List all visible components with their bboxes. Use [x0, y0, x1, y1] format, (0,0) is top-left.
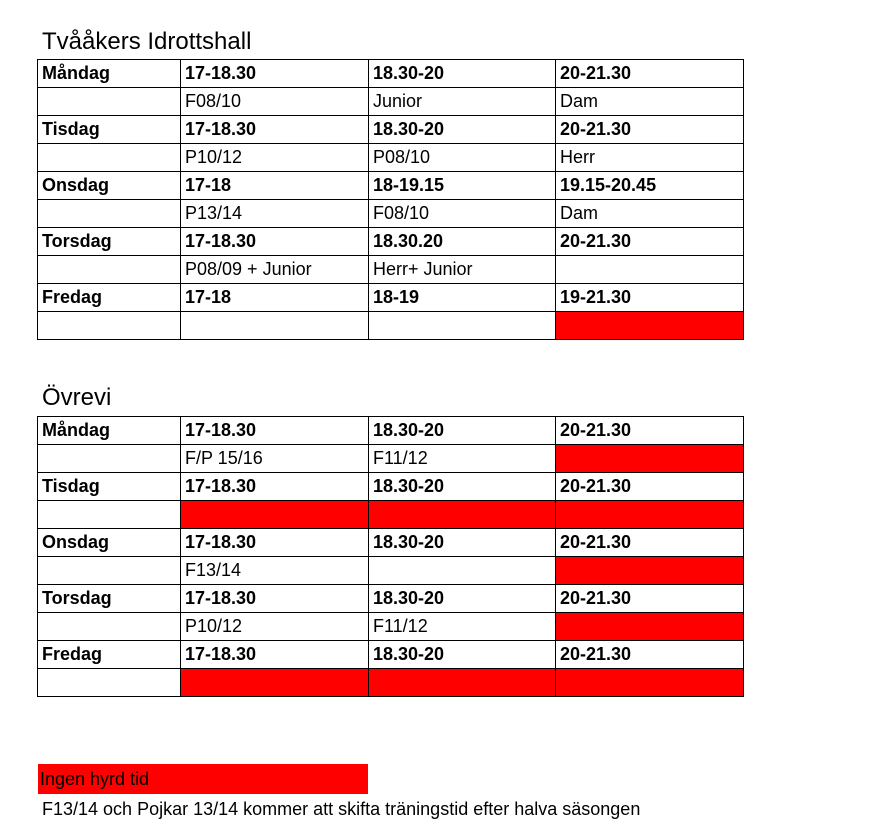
group-row [38, 445, 744, 473]
group-cell: F13/14 [181, 557, 369, 585]
time-cell: 18-19 [369, 284, 556, 312]
empty-cell [38, 445, 181, 473]
schedule-table-ovrevi [37, 416, 744, 697]
day-row [38, 417, 744, 445]
group-cell: Junior [369, 88, 556, 116]
day-cell: Onsdag [38, 172, 181, 200]
schedule-table-tvaakers [37, 59, 744, 340]
time-cell: 20-21.30 [556, 473, 744, 501]
time-cell: 20-21.30 [556, 228, 744, 256]
time-cell: 18.30-20 [369, 473, 556, 501]
group-cell: Herr+ Junior [369, 256, 556, 284]
group-row [38, 312, 744, 340]
no-rented-time-cell [556, 613, 744, 641]
group-row [38, 88, 744, 116]
no-rented-time-cell [556, 312, 744, 340]
group-cell: F08/10 [181, 88, 369, 116]
group-row [38, 557, 744, 585]
group-row [38, 144, 744, 172]
group-cell: Dam [556, 200, 744, 228]
group-cell: F11/12 [369, 613, 556, 641]
no-rented-time-cell [181, 501, 369, 529]
empty-cell [38, 613, 181, 641]
time-cell: 20-21.30 [556, 60, 744, 88]
group-cell: F11/12 [369, 445, 556, 473]
empty-cell [38, 200, 181, 228]
footnote: F13/14 och Pojkar 13/14 kommer att skifta träningstid efter halva säsongen [42, 799, 641, 819]
group-cell [181, 312, 369, 340]
group-cell: Herr [556, 144, 744, 172]
time-cell: 18.30-20 [369, 417, 556, 445]
no-rented-time-cell [181, 669, 369, 697]
time-cell: 18.30-20 [369, 116, 556, 144]
time-cell: 17-18.30 [181, 529, 369, 557]
group-cell: Dam [556, 88, 744, 116]
day-cell: Onsdag [38, 529, 181, 557]
group-cell [369, 557, 556, 585]
section-title-tvaakers: Tvååkers Idrottshall [42, 28, 252, 55]
day-row [38, 641, 744, 669]
time-cell: 17-18 [181, 172, 369, 200]
day-cell: Torsdag [38, 228, 181, 256]
time-cell: 20-21.30 [556, 417, 744, 445]
empty-cell [38, 669, 181, 697]
time-cell: 20-21.30 [556, 529, 744, 557]
time-cell: 17-18.30 [181, 641, 369, 669]
no-rented-time-cell [556, 669, 744, 697]
legend-no-rented-time: Ingen hyrd tid [38, 764, 368, 794]
day-row [38, 284, 744, 312]
empty-cell [38, 88, 181, 116]
time-cell: 20-21.30 [556, 116, 744, 144]
no-rented-time-cell [556, 501, 744, 529]
day-row [38, 529, 744, 557]
no-rented-time-cell [369, 501, 556, 529]
time-cell: 17-18.30 [181, 417, 369, 445]
group-row [38, 669, 744, 697]
group-cell: F/P 15/16 [181, 445, 369, 473]
group-row [38, 613, 744, 641]
day-cell: Fredag [38, 284, 181, 312]
time-cell: 18.30-20 [369, 585, 556, 613]
day-cell: Fredag [38, 641, 181, 669]
day-row [38, 172, 744, 200]
time-cell: 18.30-20 [369, 529, 556, 557]
section-title-ovrevi: Övrevi [42, 384, 112, 411]
time-cell: 17-18.30 [181, 473, 369, 501]
time-cell: 20-21.30 [556, 585, 744, 613]
no-rented-time-cell [556, 557, 744, 585]
time-cell: 20-21.30 [556, 641, 744, 669]
group-cell: F08/10 [369, 200, 556, 228]
time-cell: 19-21.30 [556, 284, 744, 312]
group-cell: P13/14 [181, 200, 369, 228]
day-cell: Torsdag [38, 585, 181, 613]
day-row [38, 228, 744, 256]
empty-cell [38, 256, 181, 284]
day-cell: Tisdag [38, 473, 181, 501]
group-row [38, 256, 744, 284]
time-cell: 17-18.30 [181, 116, 369, 144]
day-cell: Tisdag [38, 116, 181, 144]
time-cell: 18.30.20 [369, 228, 556, 256]
time-cell: 17-18.30 [181, 60, 369, 88]
group-row [38, 200, 744, 228]
empty-cell [38, 501, 181, 529]
empty-cell [38, 312, 181, 340]
day-row [38, 60, 744, 88]
time-cell: 18.30-20 [369, 60, 556, 88]
group-row [38, 501, 744, 529]
time-cell: 17-18 [181, 284, 369, 312]
day-row [38, 585, 744, 613]
time-cell: 17-18.30 [181, 228, 369, 256]
time-cell: 19.15-20.45 [556, 172, 744, 200]
day-cell: Måndag [38, 60, 181, 88]
group-cell: P08/09 + Junior [181, 256, 369, 284]
no-rented-time-cell [369, 669, 556, 697]
day-row [38, 473, 744, 501]
group-cell: P10/12 [181, 613, 369, 641]
empty-cell [38, 144, 181, 172]
group-cell: P08/10 [369, 144, 556, 172]
group-cell: P10/12 [181, 144, 369, 172]
day-row [38, 116, 744, 144]
group-cell [369, 312, 556, 340]
time-cell: 17-18.30 [181, 585, 369, 613]
day-cell: Måndag [38, 417, 181, 445]
time-cell: 18.30-20 [369, 641, 556, 669]
no-rented-time-cell [556, 445, 744, 473]
empty-cell [38, 557, 181, 585]
group-cell [556, 256, 744, 284]
time-cell: 18-19.15 [369, 172, 556, 200]
